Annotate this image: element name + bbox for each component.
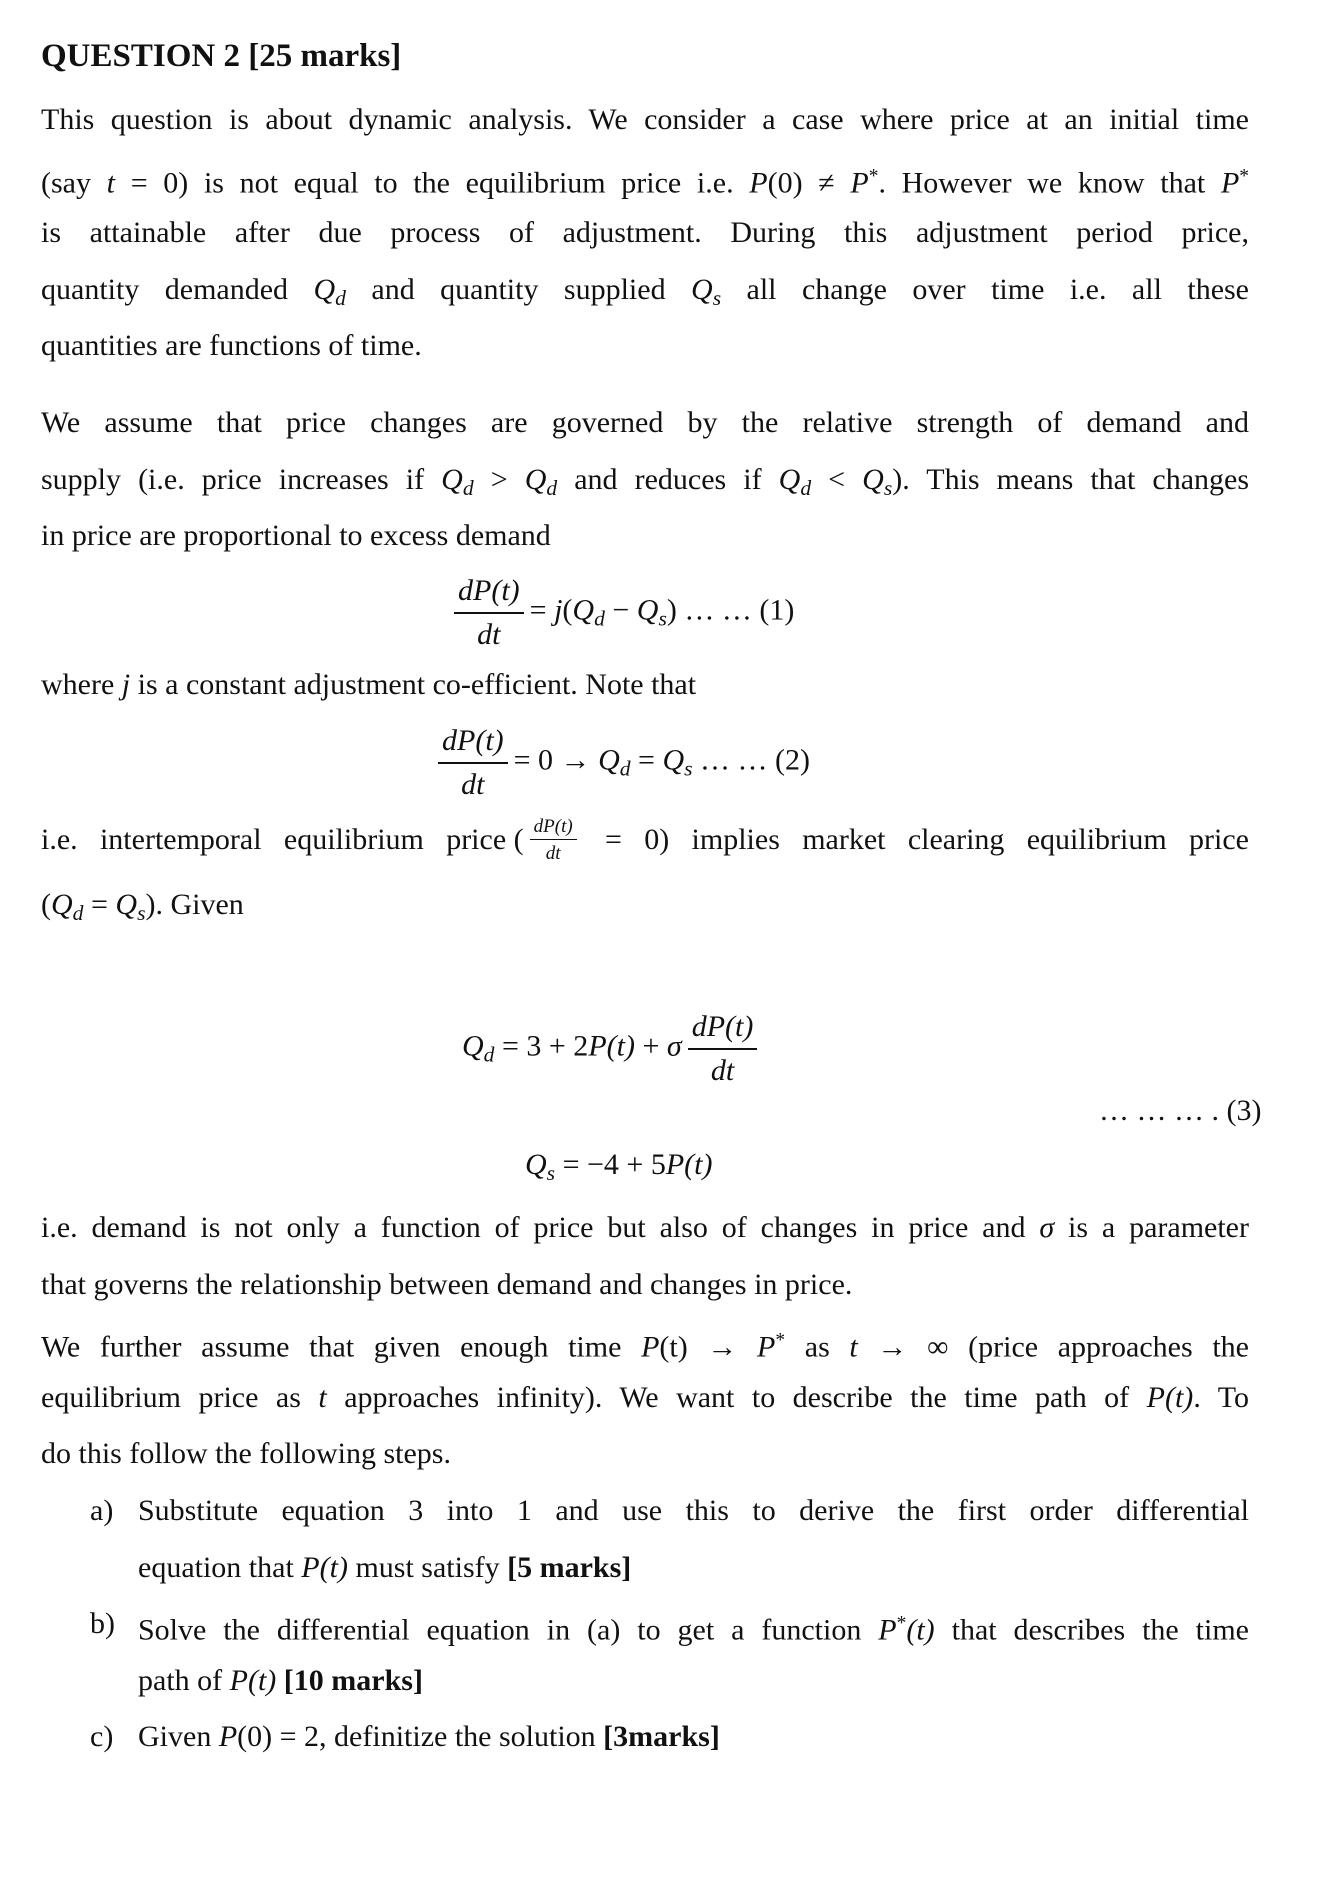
step-c-label: c) — [90, 1720, 114, 1753]
equation-2: $\frac{dP(t)}{dt}$ = $0 \to Q_d = Q_s$ … … (2) — [432, 722, 810, 803]
step-a-line-2: equation that P(t) must satisfy [5 marks] — [138, 1550, 632, 1584]
eq2-fraction: $\frac{dP(t)}{dt}$ — [438, 722, 508, 803]
intro-line-3: is attainable after due process of adjustment. During this adjustment period price, — [41, 216, 1249, 249]
step-b — [90, 1596, 1249, 1709]
assume-line-2: supply (i.e. price increases if $Q_d > Q_d$ and reduces if $Q_d < Q_s$). This means that changes — [41, 462, 1250, 500]
where-line: where j is a constant adjustment co-efficient. Note that — [41, 668, 697, 701]
inter-fraction: $\frac{dP(t)}{dt}$ — [530, 815, 577, 866]
step-a-line-1: Substitute equation 3 into 1 and use this to derive the first order differential — [138, 1494, 1249, 1527]
intertemporal-line: i.e. intertemporal equilibrium price ( $\frac{dP(t)}{dt}$ = 0) implies market clearing equilibrium price — [41, 816, 1249, 864]
eq1-fraction: $\frac{dP(t)}{dt}$ — [454, 572, 524, 653]
step-b-label: b) — [90, 1607, 115, 1640]
intro-line-2: (say t = 0) is not equal to the equilibrium price i.e. P(0) ≠ P*. However we know that P* — [41, 165, 1250, 200]
intro-paragraph — [41, 92, 1249, 375]
equation-3-tag: … … … . (3) — [1099, 1094, 1262, 1127]
step-a-label: a) — [90, 1494, 114, 1527]
intro-line-1: This question is about dynamic analysis. We consider a case where price at an initial time — [41, 103, 1249, 136]
step-b-line-1: Solve the differential equation in (a) to get a function P*(t) that describes the time — [138, 1613, 1249, 1647]
demand-paragraph — [41, 1200, 1249, 1313]
assumption-paragraph — [41, 395, 1249, 565]
further-line-3: do this follow the following steps. — [41, 1437, 451, 1470]
demand-line-2: that governs the relationship between demand and changes in price. — [41, 1267, 853, 1301]
further-paragraph — [41, 1313, 1249, 1483]
eq3-fraction: $\frac{dP(t)}{dt}$ — [688, 1008, 758, 1089]
given-line: $(Q_d = Q_s)$. Given — [41, 888, 244, 926]
further-line-1: We further assume that given enough time P(t) → P* as t → ∞ (price approaches the — [41, 1330, 1249, 1364]
step-c-marks: [3marks] — [603, 1720, 720, 1753]
intro-line-5: quantities are functions of time. — [41, 329, 422, 362]
steps-list — [90, 1483, 1249, 1766]
step-b-marks: [10 marks] — [283, 1663, 423, 1697]
assume-line-3: in price are proportional to excess demand — [41, 519, 551, 552]
step-a — [90, 1483, 1249, 1596]
step-b-line-2: path of P(t) [10 marks] — [138, 1663, 423, 1697]
question-title: QUESTION 2 [25 marks] — [41, 38, 402, 74]
intro-line-4: quantity demanded $Q_d$ and quantity supplied $Q_s$ all change over time i.e. all these — [41, 272, 1249, 310]
assume-line-1: We assume that price changes are governed by the relative strength of demand and — [41, 406, 1249, 439]
equation-3-supply: $Q_s = -4 + 5P(t)$ — [525, 1148, 713, 1186]
equation-1: $\frac{dP(t)}{dt}$ = $j(Q_d - Q_s)$ … … (1) — [448, 572, 794, 653]
step-c — [90, 1709, 1249, 1766]
demand-line-1: i.e. demand is not only a function of price but also of changes in price and σ is a parameter — [41, 1211, 1249, 1244]
step-c-line-1: Given P(0) = 2, definitize the solution [3marks] — [138, 1720, 720, 1753]
further-line-2: equilibrium price as t approaches infinity). We want to describe the time path of P(t). To — [41, 1380, 1249, 1414]
equation-3-demand: $Q_d = 3 + 2P(t) + \sigma$ $\frac{dP(t)}{dt}$ — [462, 1008, 763, 1089]
step-a-marks: [5 marks] — [507, 1550, 632, 1584]
